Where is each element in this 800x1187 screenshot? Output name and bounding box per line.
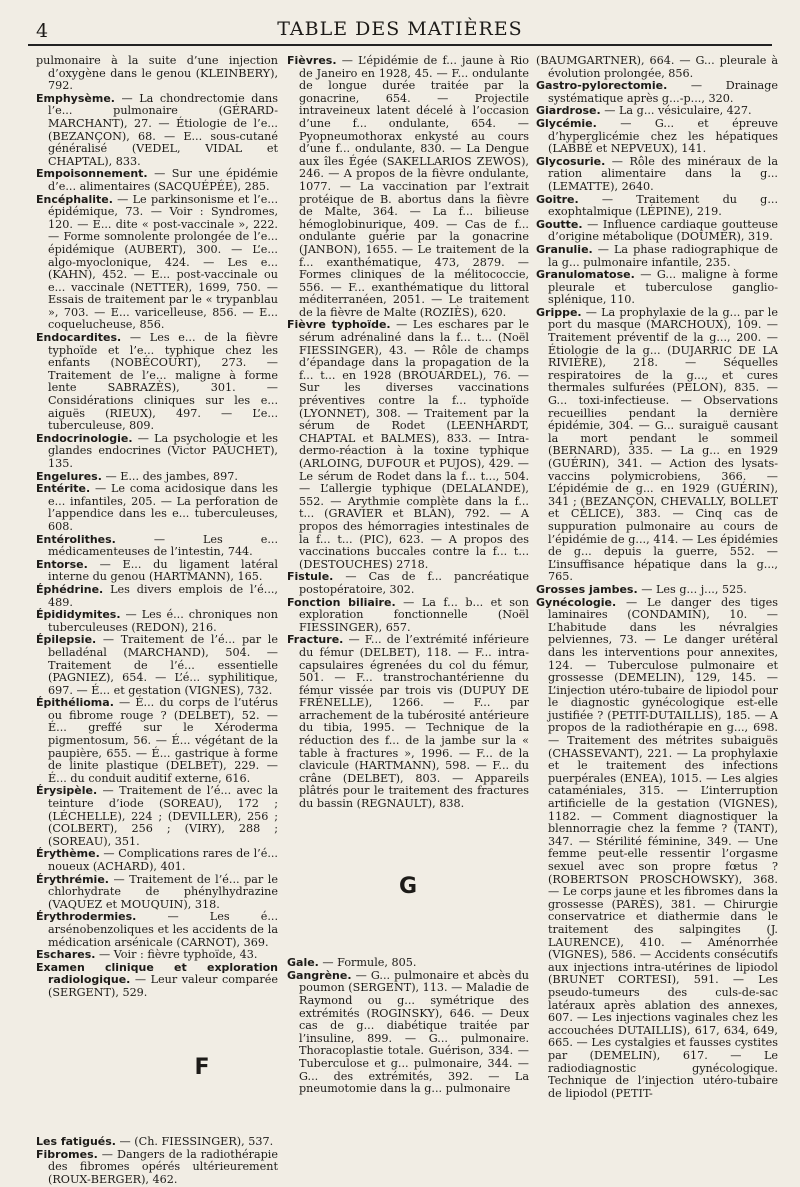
- entry-heading: Entérolithes.: [36, 532, 116, 546]
- index-entry: [36, 848, 278, 873]
- index-entry: [36, 634, 278, 697]
- index-entry: [536, 55, 778, 80]
- entry-heading: Endocrinologie.: [36, 431, 133, 445]
- entry-heading: Grippe.: [536, 305, 582, 319]
- entry-text: — Influence cardiaque goutteuse d’origine métabolique (DOUMER), 319.: [548, 217, 778, 244]
- entry-heading: Les fatigués.: [36, 1135, 116, 1149]
- index-entry: [287, 970, 529, 1096]
- entry-text: — Complications rares de l’é... noueux (ACHARD), 401.: [48, 847, 278, 873]
- entry-heading: Érysipèle.: [36, 784, 98, 798]
- index-entry: [36, 962, 278, 1000]
- index-entry: [36, 911, 278, 949]
- entry-heading: Fibromes.: [36, 1147, 98, 1161]
- entry-heading: Fracture.: [287, 633, 344, 647]
- entry-heading: Épithélioma.: [36, 696, 114, 710]
- index-entry: [36, 483, 278, 533]
- index-entry: [36, 559, 278, 584]
- index-entry: [36, 874, 278, 912]
- index-column-2: [287, 55, 529, 1096]
- index-entry: [536, 597, 778, 1101]
- index-entry: [36, 433, 278, 471]
- entry-text: — Les é... chroniques non tuberculeuses (REDON), 216.: [48, 608, 278, 634]
- index-entry: [287, 597, 529, 635]
- entry-text: — La prophylaxie de la g... par le port du masque (MARCHOUX), 109. — Traitement préventif de la g..., 200. — Étiologie de la g... (DUJARRIC DE LA RIVIÈRE), 218. — Séquelles respiratoires de la g..., et cures thermales sulfurées (PELON), 835. — G... toxi-infectieuse. — Observations recueillies pendant la dernière épidémie, 304. — G... suraiguë causant la mort pendant le sommeil (BERNARD), 335. — La g... en 1929 (GUÉRIN), 341. — Action des lysats-vaccins polymicrobiens, 366. — L’épidémie de g... en 1929 (GUÉRIN), 341 ; (BEZANÇON, CHEVALLY, BOLLET et CÉLICE), 383. — Cinq cas de suppuration pulmonaire au cours de l’épidémie de g..., 414. — Les épidémies de g... depuis la guerre, 552. — L’insuffisance hépatique dans la g..., 765.: [548, 305, 778, 584]
- entry-heading: Examen clinique et exploration radiologique.: [36, 960, 278, 987]
- index-entry: [36, 332, 278, 433]
- entry-text: — E... du ligament latéral interne du genou (HARTMANN), 165.: [48, 557, 278, 584]
- index-entry: [536, 118, 778, 156]
- index-entry: [36, 93, 278, 169]
- entry-text: — F... de l’extrémité inférieure du fémur (DELBET), 118. — F... intra-capsulaires égrenées du col du fémur, 501. — F... transtrochantérienne du fémur vissée par trois vis (DUPUY DE FRÉNELLE), 1266. — F... par arrachement de la tubérosité antérieure du tibia, 1995. — Technique de la réduction des f... de la jambe sur la « table à fractures », 1996. — F... de la clavicule (HARTMANN), 598. — F... du crâne (DELBET), 803. — Appareils plâtrés pour le traitement des fractures du bassin (REGNAULT), 838.: [299, 633, 529, 811]
- running-title: TABLE DES MATIÈRES: [277, 18, 523, 40]
- index-entry: [36, 609, 278, 634]
- entry-text: — Les e... médicamenteuses de l’intestin, 744.: [48, 532, 278, 559]
- entry-text: — La psychologie et les glandes endocrines (Victor PAUCHET), 135.: [48, 431, 278, 470]
- entry-heading: Gangrène.: [287, 968, 352, 982]
- entry-heading: Granulomatose.: [536, 268, 635, 282]
- entry-heading: Goitre.: [536, 192, 579, 206]
- entry-heading: Fièvre typhoïde.: [287, 318, 391, 332]
- entry-heading: Empoisonnement.: [36, 167, 148, 181]
- entry-text: — Les e... de la fièvre typhoïde et l’e... typhique chez les enfants (NOBÉCOURT), 273. — Traitement de l’e... maligne à forme lente SABRAZÈS), 301. — Considérations cliniques sur les e... aiguës (RIEUX), 497. — L’e... tuberculeuse, 809.: [48, 331, 278, 433]
- entry-text: — G... maligne à forme pleurale et tuberculose ganglio-splénique, 110.: [548, 268, 778, 307]
- entry-heading: Éphédrine.: [36, 582, 104, 596]
- entry-heading: Encéphalite.: [36, 192, 113, 206]
- index-entry: [287, 571, 529, 596]
- entry-heading: Fonction biliaire.: [287, 595, 396, 609]
- section-letter: G: [398, 873, 418, 899]
- entry-heading: Fistule.: [287, 570, 334, 584]
- entry-heading: Gynécologie.: [536, 595, 617, 609]
- entry-text: — É... du corps de l’utérus ou fibrome rouge ? (DELBET), 52. — É... greffé sur le Xéroderma pigmentosum, 56. — É... végétant de la paupière, 655. — É... gastrique à forme de linite plastique (DELBET), 229. — É... du conduit auditif externe, 616.: [48, 696, 278, 785]
- entry-text: — La f... b... et son exploration fonctionnelle (Noël FIESSINGER), 657.: [299, 595, 529, 634]
- entry-text: — Drainage systématique après g...-p..., 320.: [548, 79, 778, 105]
- page-header: [28, 18, 772, 46]
- entry-text: — Cas de f... pancréatique postopératoire, 302.: [299, 570, 529, 596]
- entry-text: — (Ch. FIESSINGER), 537.: [115, 1135, 274, 1149]
- entry-text: — Leur valeur comparée (SERGENT), 529.: [48, 973, 278, 999]
- index-entry: [536, 194, 778, 219]
- index-entry: [36, 785, 278, 848]
- index-entry: [287, 319, 529, 571]
- index-entry: [36, 55, 278, 93]
- entry-text: — Traitement de l’é... par le chlorhydrate de phénylhydrazine (VAQUEZ et MOUQUIN), 318.: [48, 872, 278, 911]
- index-entry: [287, 634, 529, 810]
- entry-text: — Dangers de la radiothérapie des fibromes opérés ultérieurement (ROUX-BERGER), 462.: [48, 1147, 278, 1186]
- index-column-3: [536, 55, 778, 1100]
- entry-text: — La chondrectomie dans l’e... pulmonaire (GÉRARD-MARCHANT), 27. — Étiologie de l’e... (BEZANÇON), 68. — E... sous-cutané généralisé (VEDEL, VIDAL et CHAPTAL), 833.: [48, 91, 278, 168]
- entry-heading: Eschares.: [36, 948, 96, 962]
- entry-text: — Rôle des minéraux de la ration alimentaire dans la g... (LEMATTE), 2640.: [548, 154, 778, 193]
- entry-heading: Érythrémie.: [36, 872, 109, 886]
- entry-heading: Épididymites.: [36, 608, 121, 622]
- entry-heading: Grosses jambes.: [536, 582, 638, 596]
- index-entry: [536, 156, 778, 194]
- entry-heading: Entorse.: [36, 557, 88, 571]
- entry-text: — L’épidémie de f... jaune à Rio de Janeiro en 1928, 45. — F... ondulante de longue durée traitée par la gonacrine, 654. — Projectile intraveineux latent décelé à l’occasion d’une f... ondulante, 654. — Pyopneumothorax enkysté au cours d’une f... ondulante, 830. — La Dengue aux îles Égée (SAKELLARIOS ZEWOS), 246. — A propos de la fièvre ondulante, 1077. — La vaccination par l’extrait protéique de B. abortus dans la fièvre de Malte, 364. — La f... bilieuse hémoglobinurique, 409. — Cas de f... ondulante guérie par la gonacrine (JANBON), 1655. — Le traitement de la f... exanthématique, 473, 2879. — Formes cliniques de la mélitococcie, 556. — F... exanthématique du littoral méditerranéen, 2051. — Le traitement de la fièvre de Malte (ROZIÈS), 620.: [299, 54, 529, 319]
- entry-text: — Les g... j..., 525.: [637, 582, 747, 596]
- entry-text: — Le danger des tiges laminaires (CONDAMIN), 10. — L’habitude dans les névralgies pelviennes, 73. — Le danger urétéral dans les interventions pour annexites, 124. — Tuberculose pulmonaire et grossesse (DEMELIN), 129, 145. — L’injection utéro-tubaire de lipiodol pour le diagnostic gynécologique est-elle justifiée ? (PETIT-DUTAILLIS), 185. — A propos de la radiothérapie en g..., 698. — Traitement des métrites subaiguës (CHASSEVANT), 221. — La prophylaxie et le traitement des infections puerpérales (ENEA), 1015. — Les algies cataméniales, 315. — L’interruption artificielle de la gestation (VIGNES), 1182. — Comment diagnostiquer la blennorragie chez la femme ? (TANT), 347. — Stérilité féminine, 349. — Une femme peut-elle ressentir l’orgasme sexuel avec son propre fœtus ? (ROBERTSON PROSCHOWSKY), 368. — Le corps jaune et les fibromes dans la grossesse (PARÈS), 381. — Chirurgie conservatrice et diathermie dans le traitement des salpingites (J. LAURENCE), 410. — Aménorrhée (VIGNES), 586. — Accidents consécutifs aux injections intra-utérines de lipiodol (BRUNET CORTESI), 591. — Les pseudo-tumeurs des culs-de-sac latéraux après ablation des annexes, 607. — Les injections vaginales chez les accouchées DUTAILLIS), 617, 634, 649, 665. — Les cystalgies et fausses cystites par (DEMELIN), 617. — Le radiodiagnostic gynécologique. Technique de l’injection utéro-tubaire de lipiodol (PETIT-: [548, 595, 778, 1100]
- index-entry: [536, 244, 778, 269]
- index-entry: [36, 194, 278, 333]
- index-entry: [536, 307, 778, 584]
- entry-text: — Le parkinsonisme et l’e... épidémique, 73. — Voir : Syndromes, 120. — E... dite « post-vaccinale », 222. — Forme somnolente prolongée de l’e... épidémique (AUBERT), 300. — L’e... algo-myoclonique, 424. — Les e... (KAHN), 452. — E... post-vaccinale ou e... vaccinale (NETTER), 1699, 750. — Essais de traitement par le « trypanblau », 703. — E... varicelleuse, 856. — E... coquelucheuse, 856.: [48, 192, 278, 332]
- entry-heading: Glycémie.: [536, 116, 597, 130]
- entry-heading: Fièvres.: [287, 54, 337, 67]
- index-entry: [36, 1149, 278, 1187]
- index-entry: [36, 584, 278, 609]
- index-entry: [36, 168, 278, 193]
- entry-text: Les divers emplois de l’é..., 489.: [48, 582, 278, 609]
- entry-text: — Traitement de l’é... avec la teinture d’iode (SOREAU), 172 ; (LÉCHELLE), 224 ; (DEVILLER), 256 ; (COLBERT), 256 ; (VIRY), 288 ; (SOREAU), 351.: [48, 784, 278, 848]
- entry-text: — Le coma acidosique dans les e... infantiles, 205. — La perforation de l’appendice dans les e... tuberculeuses, 608.: [48, 482, 278, 533]
- entry-text: — La phase radiographique de la g... pulmonaire infantile, 235.: [548, 242, 778, 269]
- index-entry: [536, 80, 778, 105]
- section-letter: F: [194, 1054, 210, 1080]
- entry-text: — Sur une épidémie d’e... alimentaires (SACQUÉPÉE), 285.: [48, 167, 278, 193]
- entry-heading: Engelures.: [36, 469, 102, 483]
- entry-text: — Les é... arsénobenzoliques et les accidents de la médication arsénicale (CARNOT), 369.: [48, 910, 278, 949]
- entry-heading: Goutte.: [536, 217, 583, 231]
- entry-text: pulmonaire à la suite d’une injection d’oxygène dans le genou (KLEINBERY), 792.: [36, 54, 278, 93]
- entry-heading: Érythème.: [36, 847, 100, 861]
- index-entry: [36, 534, 278, 559]
- entry-heading: Érythrodermies.: [36, 910, 137, 924]
- index-entry: [536, 219, 778, 244]
- entry-text: — Formule, 805.: [318, 956, 417, 970]
- entry-heading: Glycosurie.: [536, 154, 606, 168]
- entry-text: — G... et épreuve d’hyperglicémie chez les hépatiques (LABBÉ et NEPVEUX), 141.: [548, 116, 778, 156]
- entry-heading: Endocardites.: [36, 331, 122, 345]
- entry-heading: Épilepsie.: [36, 633, 97, 647]
- index-entry: [287, 55, 529, 319]
- entry-text: — G... pulmonaire et abcès du poumon (SERGENT), 113. — Maladie de Raymond ou g... symétrique des extrémités (ROGINSKY), 646. — Deux cas de g... diabétique traitée par l’insuline, 899. — G... pulmonaire. Thoracoplastie totale. Guérison, 334. — Tuberculose et g... pulmonaire, 344. — G... des extrémités, 392. — La pneumotomie dans la g... pulmonaire: [299, 968, 529, 1096]
- index-column-1: [36, 55, 278, 1187]
- entry-text: — Les eschares par le sérum adrénaliné dans la f... t... (Noël FIESSINGER), 43. — Rôle de champs d’épandage dans la propagation de la f... t... en 1928 (BROUARDEL), 76. — Sur les diverses vaccinations préventives contre la f... typhoïde (LYONNET), 308. — Traitement par la sérum de Rodet (LEENHARDT, CHAPTAL et BALMES), 833. — Intra-dermo-réaction à la toxine typhique (ARLOING, DUFOUR et PUJOS), 429. — Le sérum de Rodet dans la f... t..., 504. — L’allergie typhique (DELALANDE), 552. — Arythmie complète dans la f... t... (GRAVIER et BLAN), 792. — A propos des hémorragies intestinales de la f... t... (PIC), 623. — A propos des vaccinations buccales contre la f... t... (DESTOUCHES) 2718.: [299, 318, 530, 571]
- entry-heading: Giardrose.: [536, 104, 601, 118]
- entry-heading: Gastro-pylorectomie.: [536, 79, 668, 93]
- entry-text: — La g... vésiculaire, 427.: [600, 104, 752, 118]
- entry-heading: Entérite.: [36, 482, 91, 496]
- entry-text: — Traitement du g... exophtalmique (LÉPINE), 219.: [548, 192, 778, 219]
- entry-text: — Traitement de l’é... par le belladénal (MARCHAND), 504. — Traitement de l’é... essentielle (PAGNIEZ), 654. — L’é... syphilitique, 697. — É... et gestation (VIGNES), 732.: [48, 633, 278, 697]
- entry-heading: Granulie.: [536, 242, 593, 256]
- entry-text: — E... des jambes, 897.: [101, 469, 238, 483]
- entry-text: — Voir : fièvre typhoïde, 43.: [95, 948, 258, 962]
- entry-heading: Gale.: [287, 956, 319, 970]
- index-entry: [536, 269, 778, 307]
- entry-heading: Emphysème.: [36, 91, 115, 105]
- page-number: 4: [36, 20, 49, 42]
- entry-text: (BAUMGARTNER), 664. — G... pleurale à évolution prolongée, 856.: [536, 54, 778, 80]
- index-entry: [36, 697, 278, 785]
